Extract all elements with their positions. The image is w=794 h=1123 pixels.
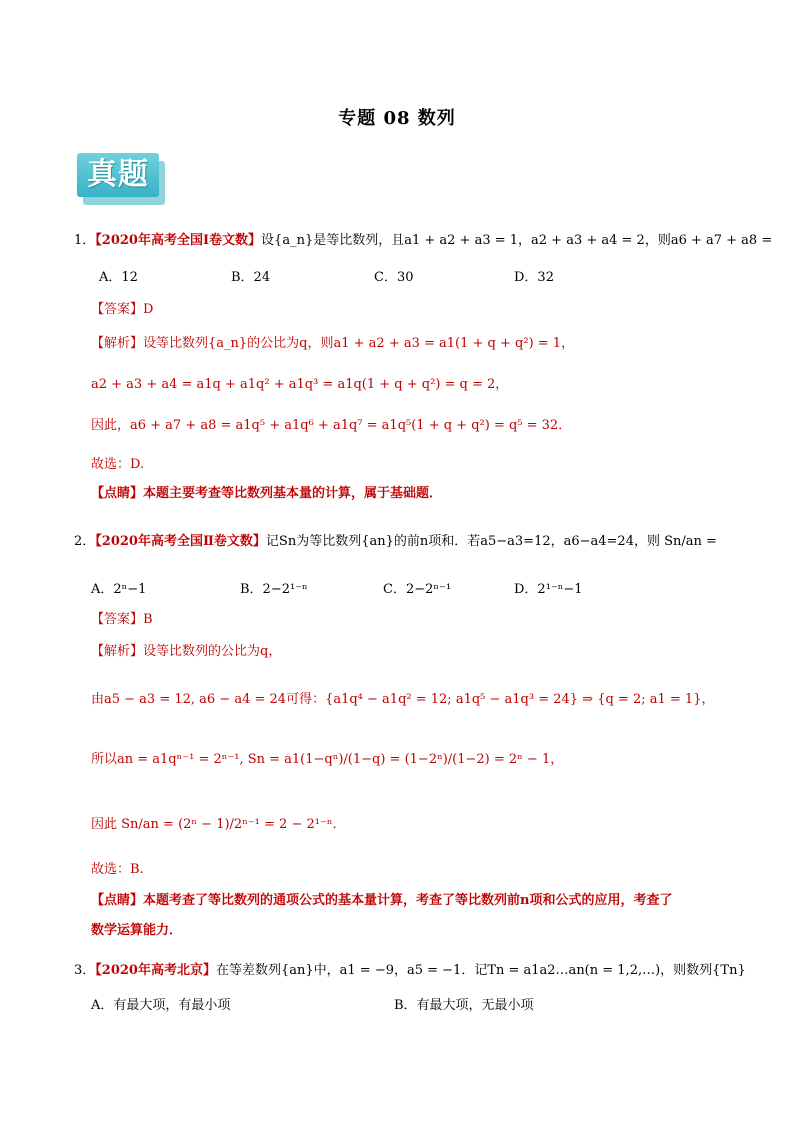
q2-comment-1: 本题考查了等比数列的通项公式的基本量计算，考查了等比数列前n项和公式的应用，考查了 — [143, 893, 673, 908]
q2-comment-line — [91, 891, 672, 911]
q2-option-c: C．2−2ⁿ⁻¹ — [383, 582, 452, 597]
q1-option-b: B．24 — [231, 270, 271, 285]
q2-answer-label: 【答案】 — [91, 612, 144, 627]
q2-comment-2: 数学运算能力． — [91, 923, 183, 938]
q2-analysis-1: 设等比数列的公比为q， — [143, 644, 282, 659]
q1-answer-line — [91, 300, 153, 320]
q3-option-a: A．有最大项，有最小项 — [91, 998, 231, 1013]
q2-answer: B — [143, 612, 153, 627]
q2-comment-label: 【点睛】 — [91, 893, 144, 908]
q1-comment: 本题主要考查等比数列基本量的计算，属于基础题． — [143, 486, 443, 501]
q3-stem: 在等差数列{an}中，a1 = −9，a5 = −1．记Tn = a1a2…an(n = 1,2,…)，则数列{Tn} — [215, 963, 746, 978]
q1-choose: 故选：D. — [91, 457, 145, 472]
q2-analysis-line-1 — [91, 642, 281, 662]
q1-answer-label: 【答案】 — [91, 302, 144, 317]
q1-analysis-label: 【解析】 — [91, 336, 144, 351]
q2-choose: 故选：B. — [91, 862, 144, 877]
q1-answer: D — [143, 302, 154, 317]
q3-option-b: B．有最大项，无最小项 — [394, 998, 534, 1013]
q2-analysis-label: 【解析】 — [91, 644, 144, 659]
q2-option-d: D．2¹⁻ⁿ−1 — [514, 582, 583, 597]
q1-stem: 设{a_n}是等比数列，且a1 + a2 + a3 = 1，a2 + a3 + a4 = 2，则a6 + a7 + a8 = — [261, 233, 773, 248]
q2-option-a: A．2ⁿ−1 — [91, 582, 147, 597]
q2-answer-line — [91, 610, 153, 630]
q1-option-d: D．32 — [514, 270, 554, 285]
q1-number: 1． — [74, 233, 96, 248]
q2-analysis-line-3: 所以an = a1qⁿ⁻¹ = 2ⁿ⁻¹, Sn = a1(1−qⁿ)/(1−q) = (1−2ⁿ)/(1−2) = 2ⁿ − 1， — [91, 752, 564, 767]
q2-number: 2． — [74, 534, 96, 549]
q1-stem-line — [74, 231, 772, 251]
q1-analysis-1: 设等比数列{a_n}的公比为q，则a1 + a2 + a3 = a1(1 + q + q²) = 1， — [143, 336, 575, 351]
badge-label: 真题 — [77, 153, 159, 197]
q2-source-tag: 【2020年高考全国Ⅱ卷文数】 — [95, 534, 266, 549]
zhenti-badge — [77, 153, 165, 207]
q1-comment-label: 【点睛】 — [91, 486, 144, 501]
q1-analysis-line-2: a2 + a3 + a4 = a1q + a1q² + a1q³ = a1q(1 + q + q²) = q = 2， — [91, 377, 509, 392]
q3-source-tag: 【2020年高考北京】 — [95, 963, 216, 978]
q2-stem-line — [74, 532, 717, 552]
q2-option-b: B．2−2¹⁻ⁿ — [240, 582, 308, 597]
q1-source-tag: 【2020年高考全国Ⅰ卷文数】 — [95, 233, 262, 248]
q2-stem: 记Sn为等比数列{an}的前n项和．若a5−a3=12，a6−a4=24，则 Sn/an = — [265, 534, 717, 549]
q3-stem-line — [74, 961, 746, 981]
page-title: 专题 08 数列 — [338, 108, 456, 129]
q2-analysis-line-2: 由a5 − a3 = 12, a6 − a4 = 24可得：{a1q⁴ − a1q² = 12; a1q⁵ − a1q³ = 24} ⇒ {q = 2; a1 = 1}， — [91, 692, 715, 707]
q3-number: 3． — [74, 963, 96, 978]
q2-analysis-line-4: 因此 Sn/an = (2ⁿ − 1)/2ⁿ⁻¹ = 2 − 2¹⁻ⁿ． — [91, 817, 346, 832]
q1-option-a: A．12 — [99, 270, 138, 285]
q1-comment-line — [91, 484, 442, 504]
q1-analysis-line-1 — [91, 334, 574, 354]
q1-analysis-line-3: 因此，a6 + a7 + a8 = a1q⁵ + a1q⁶ + a1q⁷ = a1q⁵(1 + q + q²) = q⁵ = 32． — [91, 418, 572, 433]
q1-option-c: C．30 — [374, 270, 414, 285]
